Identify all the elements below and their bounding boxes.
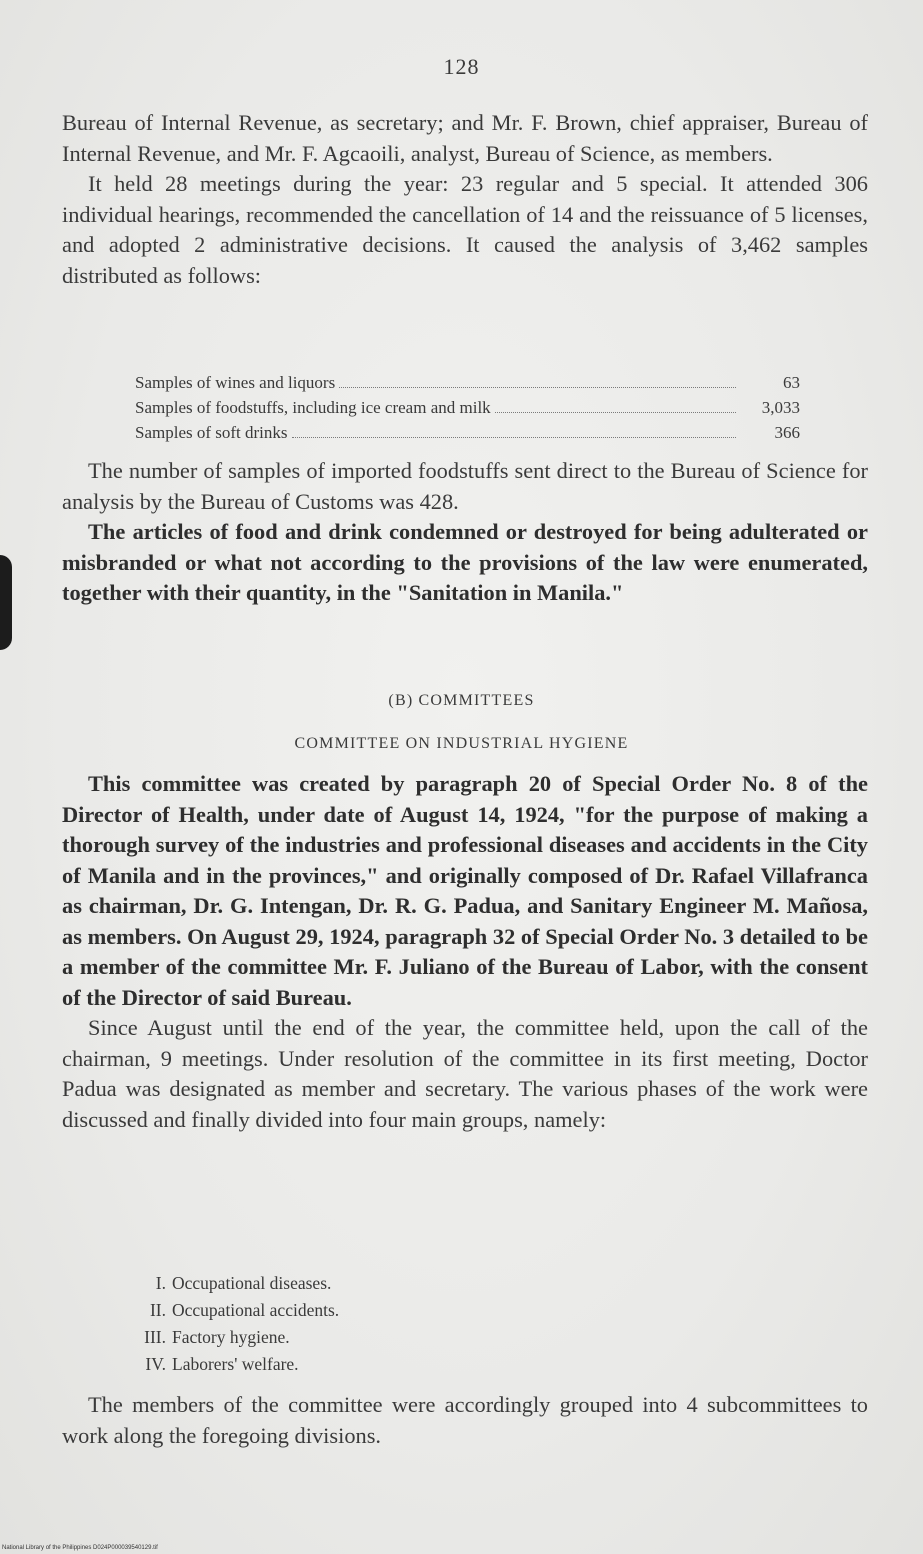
scan-footer: National Library of the Philippines D024P000039540129.tif [2,1545,158,1551]
paragraph-block-4 [62,1390,868,1451]
sample-row [135,420,800,445]
leader-dots [292,437,736,438]
samples-list [135,370,800,445]
sample-label: Samples of foodstuffs, including ice cream and milk [135,398,491,417]
list-item-label: Occupational accidents. [172,1300,340,1320]
paragraph-5: This committee was created by paragraph 20 of Special Order No. 8 of the Director of Health, under date of August 14, 1924, "for the purpose of making a thorough survey of the industries and professional diseases and accidents in the City of Manila and in the provinces," and originally composed of Dr. Rafael Villafranca as chairman, Dr. G. Intengan, Dr. R. G. Padua, and Sanitary Engineer M. Mañosa, as members. On August 29, 1924, paragraph 32 of Special Order No. 3 detailed to be a member of the committee Mr. F. Juliano of the Bureau of Labor, with the consent of the Director of said Bureau. [62,771,868,1010]
sample-value: 3,033 [761,398,800,417]
groups-list [128,1270,339,1378]
list-item-label: Laborers' welfare. [172,1354,299,1374]
sample-row [135,395,800,420]
paragraph-4: The articles of food and drink condemned or destroyed for being adulterated or misbranded or what not according to the provisions of the law were enumerated, together with their quantity, in the "Sanitation in Manila." [62,519,868,605]
sample-label: Samples of wines and liquors [135,373,336,392]
sample-value: 63 [783,373,800,392]
paragraph-3: The number of samples of imported foodstuffs sent direct to the Bureau of Science for analysis by the Bureau of Customs was 428. [62,458,868,514]
leader-dots [495,412,736,413]
list-item [128,1324,339,1351]
paragraph-block-3 [62,769,868,1135]
section-heading-committees: (B) COMMITTEES [388,692,535,709]
list-item-number: II. [149,1300,166,1320]
sample-row [135,370,800,395]
list-item [128,1297,339,1324]
list-item [128,1351,339,1378]
paragraph-6: Since August until the end of the year, the committee held, upon the call of the chairman, 9 meetings. Under resolution of the committee in its first meeting, Doctor Padua was designated as member and secretary. The various phases of the work were discussed and finally divided into four main groups, namely: [62,1015,868,1132]
list-item [128,1270,339,1297]
list-item-label: Occupational diseases. [172,1273,332,1293]
paragraph-7: The members of the committee were accordingly grouped into 4 subcommittees to work along the foregoing divisions. [62,1392,868,1448]
page-number: 128 [443,54,480,79]
list-item-label: Factory hygiene. [172,1327,290,1347]
section-heading-industrial-hygiene: COMMITTEE ON INDUSTRIAL HYGIENE [294,735,629,752]
paragraph-block-1 [62,108,868,291]
list-item-number: III. [144,1327,166,1347]
sample-label: Samples of soft drinks [135,423,288,442]
paragraph-block-2 [62,456,868,609]
list-item-number: I. [155,1273,166,1293]
sample-value: 366 [774,423,800,442]
paragraph-2: It held 28 meetings during the year: 23 regular and 5 special. It attended 306 individual hearings, recommended the cancellation of 14 and the reissuance of 5 licenses, and adopted 2 administrative decisions. It caused the analysis of 3,462 samples distributed as follows: [62,171,868,288]
list-item-number: IV. [145,1354,166,1374]
leader-dots [339,387,736,388]
paragraph-1: Bureau of Internal Revenue, as secretary; and Mr. F. Brown, chief appraiser, Bureau of Internal Revenue, and Mr. F. Agcaoili, analyst, Bureau of Science, as members. [62,110,868,166]
binding-shadow [0,555,12,650]
